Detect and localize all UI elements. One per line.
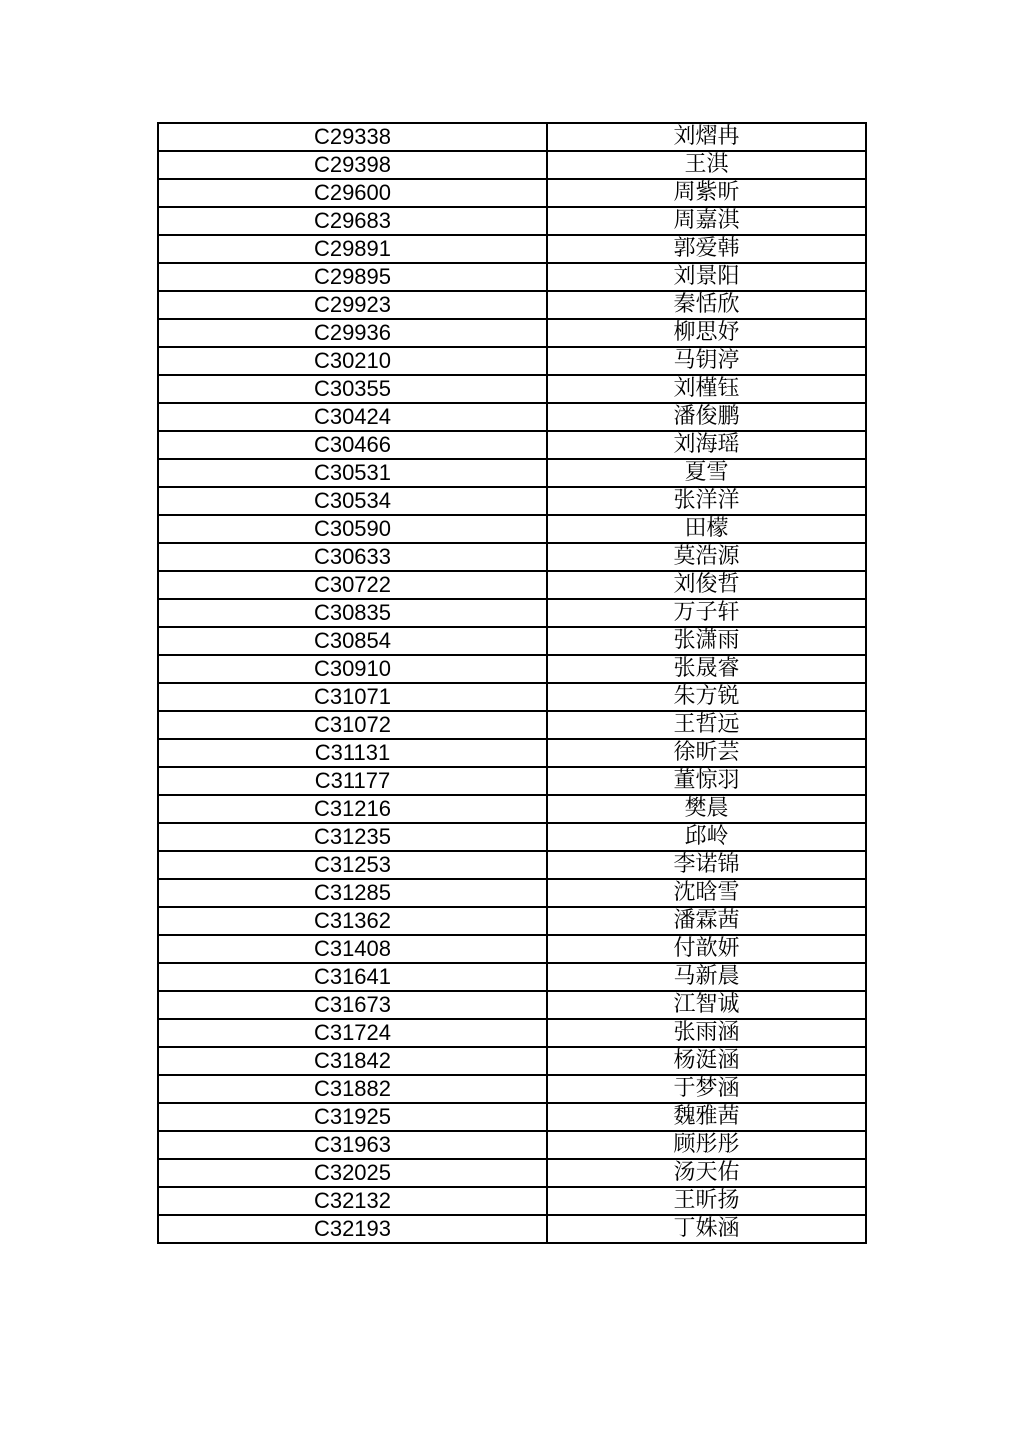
- table-row: [158, 431, 866, 459]
- student-id-cell: C30355: [158, 375, 547, 403]
- student-name-cell: 朱方锐: [547, 683, 866, 711]
- table-row: [158, 263, 866, 291]
- student-name-cell: 莫浩源: [547, 543, 866, 571]
- student-id-cell: C30534: [158, 487, 547, 515]
- student-id-cell: C32025: [158, 1159, 547, 1187]
- student-name-cell: 马新晨: [547, 963, 866, 991]
- table-row: [158, 767, 866, 795]
- table-row: [158, 907, 866, 935]
- student-name-cell: 汤天佑: [547, 1159, 866, 1187]
- table-row: [158, 655, 866, 683]
- student-name-cell: 马钥渟: [547, 347, 866, 375]
- student-id-cell: C31216: [158, 795, 547, 823]
- student-id-cell: C31925: [158, 1103, 547, 1131]
- student-id-cell: C30835: [158, 599, 547, 627]
- table-row: [158, 683, 866, 711]
- table-row: [158, 627, 866, 655]
- student-id-cell: C31177: [158, 767, 547, 795]
- student-id-cell: C30722: [158, 571, 547, 599]
- student-name-cell: 顾彤彤: [547, 1131, 866, 1159]
- student-name-cell: 王淇: [547, 151, 866, 179]
- student-name-cell: 潘俊鹏: [547, 403, 866, 431]
- table-row: [158, 459, 866, 487]
- student-name-cell: 刘海瑶: [547, 431, 866, 459]
- student-id-cell: C31641: [158, 963, 547, 991]
- student-id-cell: C29600: [158, 179, 547, 207]
- student-name-cell: 丁姝涵: [547, 1215, 866, 1243]
- student-name-cell: 王哲远: [547, 711, 866, 739]
- table-row: [158, 207, 866, 235]
- student-name-cell: 樊晨: [547, 795, 866, 823]
- student-id-cell: C30466: [158, 431, 547, 459]
- student-id-cell: C31362: [158, 907, 547, 935]
- table-row: [158, 151, 866, 179]
- table-row: [158, 515, 866, 543]
- student-id-cell: C31131: [158, 739, 547, 767]
- table-row: [158, 347, 866, 375]
- student-id-cell: C29398: [158, 151, 547, 179]
- student-name-cell: 徐昕芸: [547, 739, 866, 767]
- table-row: [158, 711, 866, 739]
- student-id-cell: C29683: [158, 207, 547, 235]
- table-row: [158, 403, 866, 431]
- student-id-cell: C29923: [158, 291, 547, 319]
- student-name-cell: 郭爱韩: [547, 235, 866, 263]
- table-row: [158, 795, 866, 823]
- student-name-cell: 柳思妤: [547, 319, 866, 347]
- table-row: [158, 599, 866, 627]
- table-row: [158, 851, 866, 879]
- student-name-cell: 王昕扬: [547, 1187, 866, 1215]
- student-name-cell: 刘熠冉: [547, 123, 866, 151]
- table-row: [158, 1131, 866, 1159]
- student-name-cell: 潘霖茜: [547, 907, 866, 935]
- student-name-cell: 田檬: [547, 515, 866, 543]
- table-row: [158, 1103, 866, 1131]
- student-id-cell: C31842: [158, 1047, 547, 1075]
- student-name-cell: 董惊羽: [547, 767, 866, 795]
- table-row: [158, 123, 866, 151]
- student-id-cell: C30210: [158, 347, 547, 375]
- student-name-cell: 沈晗雪: [547, 879, 866, 907]
- student-id-cell: C31253: [158, 851, 547, 879]
- student-name-cell: 于梦涵: [547, 1075, 866, 1103]
- student-id-cell: C30531: [158, 459, 547, 487]
- table-row: [158, 319, 866, 347]
- table-row: [158, 879, 866, 907]
- student-name-cell: 杨涏涵: [547, 1047, 866, 1075]
- student-name-cell: 张潇雨: [547, 627, 866, 655]
- student-id-cell: C31408: [158, 935, 547, 963]
- table-row: [158, 739, 866, 767]
- student-id-cell: C29936: [158, 319, 547, 347]
- student-id-cell: C29895: [158, 263, 547, 291]
- table-row: [158, 1187, 866, 1215]
- student-name-cell: 魏雅茜: [547, 1103, 866, 1131]
- student-name-cell: 秦恬欣: [547, 291, 866, 319]
- table-row: [158, 991, 866, 1019]
- student-name-cell: 周嘉淇: [547, 207, 866, 235]
- student-name-cell: 周紫昕: [547, 179, 866, 207]
- student-name-cell: 邱岭: [547, 823, 866, 851]
- table-row: [158, 235, 866, 263]
- table-row: [158, 375, 866, 403]
- table-row: [158, 487, 866, 515]
- table-row: [158, 1019, 866, 1047]
- student-id-cell: C29338: [158, 123, 547, 151]
- table-row: [158, 179, 866, 207]
- student-name-cell: 付歆妍: [547, 935, 866, 963]
- student-name-cell: 万子轩: [547, 599, 866, 627]
- table-row: [158, 1047, 866, 1075]
- table-row: [158, 823, 866, 851]
- student-name-cell: 李诺锦: [547, 851, 866, 879]
- table-row: [158, 935, 866, 963]
- table-row: [158, 1215, 866, 1243]
- roster-table: [157, 122, 867, 1244]
- table-row: [158, 543, 866, 571]
- student-id-cell: C31673: [158, 991, 547, 1019]
- student-name-cell: 张雨涵: [547, 1019, 866, 1047]
- table-row: [158, 1159, 866, 1187]
- student-id-cell: C30424: [158, 403, 547, 431]
- student-id-cell: C31285: [158, 879, 547, 907]
- student-name-cell: 夏雪: [547, 459, 866, 487]
- student-id-cell: C31235: [158, 823, 547, 851]
- roster-body: [158, 123, 866, 1243]
- student-id-cell: C30590: [158, 515, 547, 543]
- student-name-cell: 刘俊哲: [547, 571, 866, 599]
- student-name-cell: 江智诚: [547, 991, 866, 1019]
- student-id-cell: C32132: [158, 1187, 547, 1215]
- student-id-cell: C31882: [158, 1075, 547, 1103]
- student-id-cell: C31963: [158, 1131, 547, 1159]
- student-id-cell: C31071: [158, 683, 547, 711]
- student-id-cell: C31072: [158, 711, 547, 739]
- student-id-cell: C30854: [158, 627, 547, 655]
- student-id-cell: C30910: [158, 655, 547, 683]
- student-id-cell: C31724: [158, 1019, 547, 1047]
- student-name-cell: 刘景阳: [547, 263, 866, 291]
- table-row: [158, 291, 866, 319]
- student-name-cell: 张晟睿: [547, 655, 866, 683]
- student-id-cell: C29891: [158, 235, 547, 263]
- student-id-cell: C32193: [158, 1215, 547, 1243]
- student-name-cell: 张洋洋: [547, 487, 866, 515]
- table-row: [158, 963, 866, 991]
- table-row: [158, 1075, 866, 1103]
- student-name-cell: 刘槿钰: [547, 375, 866, 403]
- table-row: [158, 571, 866, 599]
- student-id-cell: C30633: [158, 543, 547, 571]
